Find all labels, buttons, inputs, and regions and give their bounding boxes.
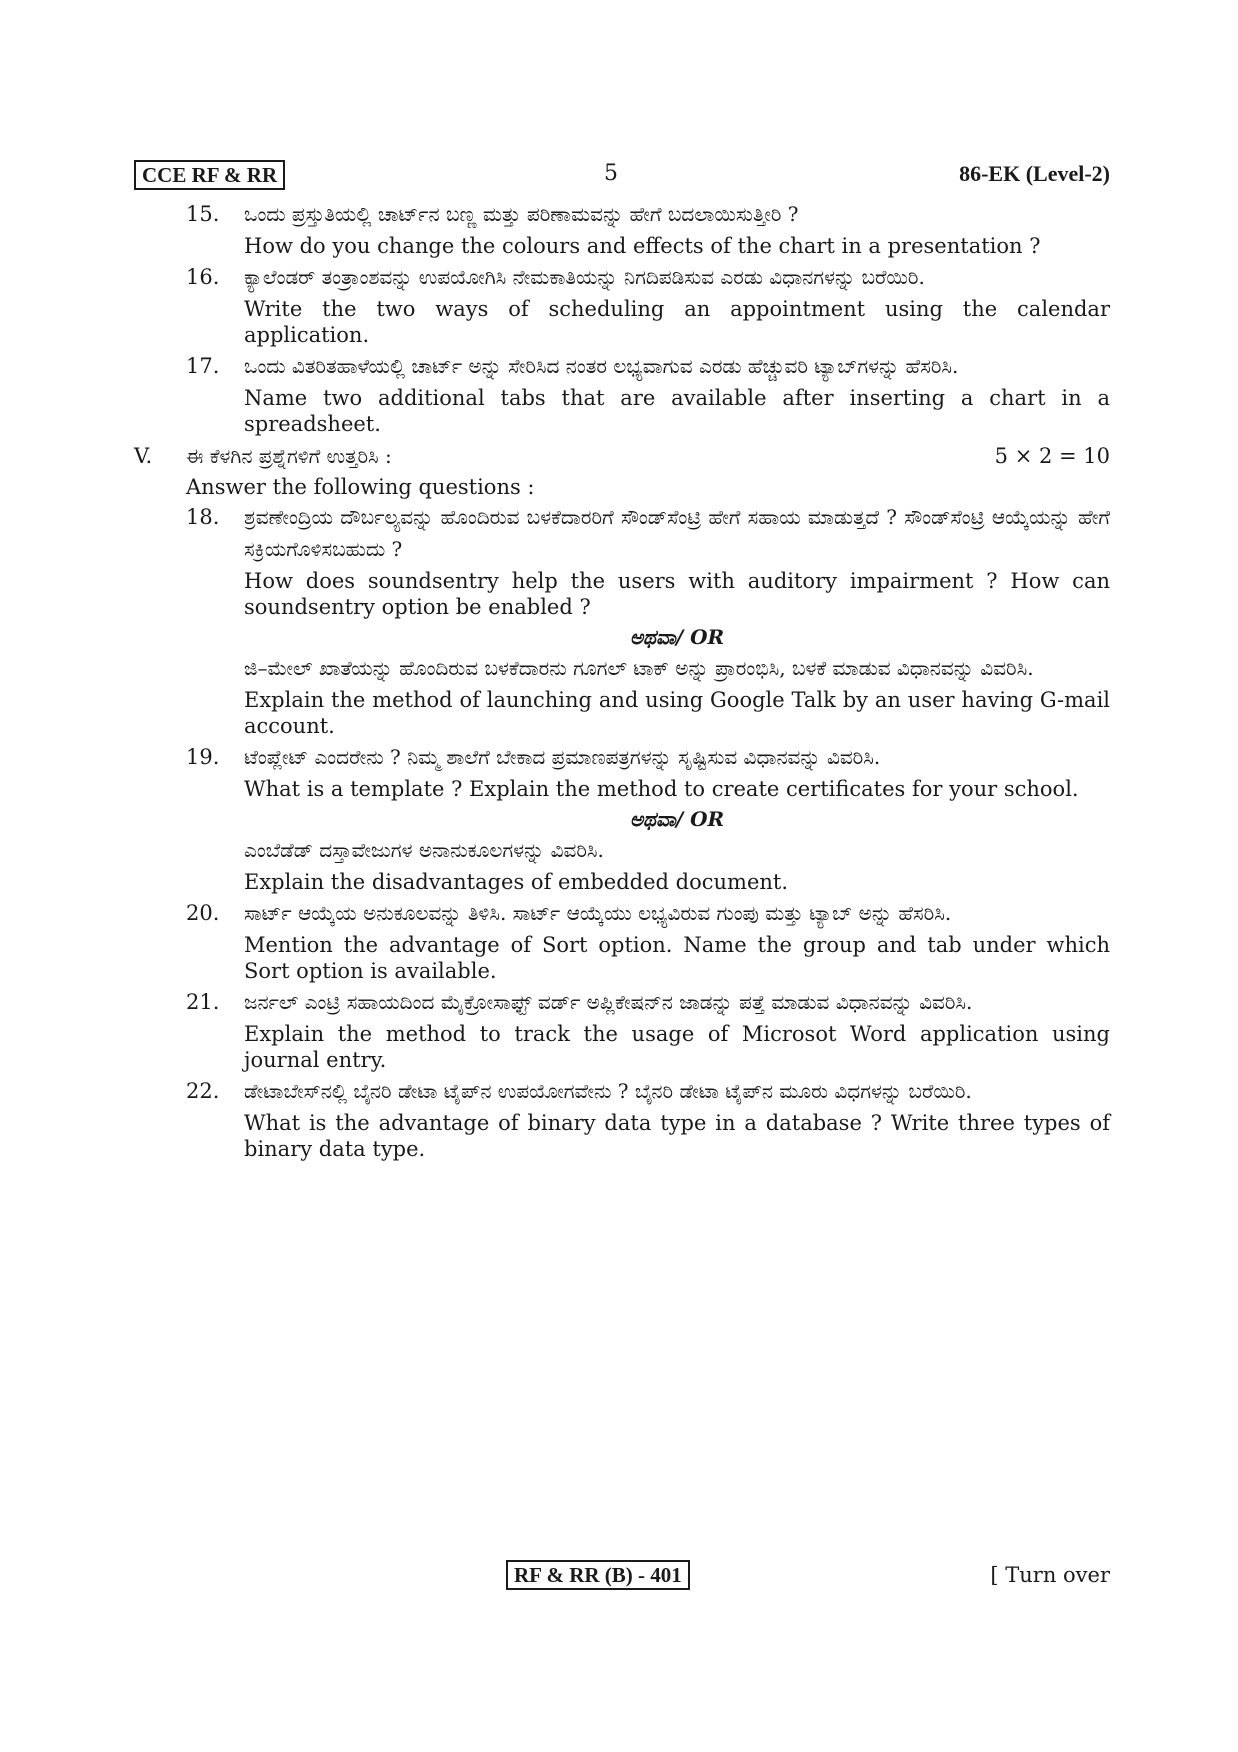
question-text-kannada: ಶ್ರವಣೇಂದ್ರಿಯ ದೌರ್ಬಲ್ಯವನ್ನು ಹೊಂದಿರುವ ಬಳಕೆದಾರರಿಗೆ ಸೌಂಡ್‌ಸೆಂಟ್ರಿ ಹೇಗೆ ಸಹಾಯ ಮಾಡುತ್ತದೆ ? ಸೌಂಡ್‌ಸೆಂಟ್ರಿ ಆಯ್ಕೆಯನ್ನು ಹೇಗೆ ಸಕ್ರಿಯಗೊಳಿಸಬಹುದು ? [244, 505, 1110, 561]
question-21 [134, 986, 1110, 1073]
question-text-english: What is a template ? Explain the method to create certificates for your school. [244, 777, 1079, 801]
question-number: 16. [186, 265, 220, 289]
exam-code-box: CCE RF & RR [134, 160, 285, 190]
question-text-kannada: ಡೇಟಾಬೇಸ್‌ನಲ್ಲಿ ಬೈನರಿ ಡೇಟಾ ಟೈಪ್‌ನ ಉಪಯೋಗವೇನು ? ಬೈನರಿ ಡೇಟಾ ಟೈಪ್‌ನ ಮೂರು ವಿಧಗಳನ್ನು ಬರೆಯಿರಿ. [244, 1079, 972, 1103]
or-separator: ಅಥವಾ/ OR [629, 807, 725, 831]
section-marks: 5 × 2 = 10 [994, 444, 1110, 468]
question-number: 18. [186, 505, 220, 529]
paper-code: 86-EK (Level-2) [959, 161, 1110, 186]
question-text-english: What is the advantage of binary data type in a database ? Write three types of binary data type. [244, 1111, 1110, 1161]
question-18-alternative [134, 652, 1110, 739]
question-text-kannada: ಜಿ–ಮೇಲ್ ಖಾತೆಯನ್ನು ಹೊಂದಿರುವ ಬಳಕೆದಾರನು ಗೂಗಲ್ ಟಾಕ್ ಅನ್ನು ಪ್ರಾರಂಭಿಸಿ, ಬಳಕೆ ಮಾಡುವ ವಿಧಾನವನ್ನು ವಿವರಿಸಿ. [244, 656, 1034, 680]
section-numeral: V. [134, 444, 153, 468]
section-v-heading [134, 439, 1110, 473]
page-header [134, 160, 1110, 190]
question-text-kannada: ಎಂಬೆಡೆಡ್ ದಸ್ತಾವೇಜುಗಳ ಅನಾನುಕೂಲಗಳನ್ನು ವಿವರಿಸಿ. [244, 838, 604, 862]
page-footer [134, 1560, 1110, 1592]
question-text-kannada: ಒಂದು ಪ್ರಸ್ತುತಿಯಲ್ಲಿ ಚಾರ್ಟ್‌ನ ಬಣ್ಣ ಮತ್ತು ಪರಿಣಾಮವನ್ನು ಹೇಗೆ ಬದಲಾಯಿಸುತ್ತೀರಿ ? [244, 202, 799, 226]
turn-over-note: [ Turn over [990, 1563, 1110, 1587]
question-number: 20. [186, 901, 220, 925]
question-18 [134, 501, 1110, 620]
question-19-alternative [134, 834, 1110, 895]
question-number: 19. [186, 745, 220, 769]
question-text-english: How do you change the colours and effects of the chart in a presentation ? [244, 234, 1041, 258]
question-17 [134, 350, 1110, 437]
question-number: 15. [186, 202, 220, 226]
question-19 [134, 741, 1110, 802]
question-text-kannada: ಟೆಂಪ್ಲೇಟ್ ಎಂದರೇನು ? ನಿಮ್ಮ ಶಾಲೆಗೆ ಬೇಕಾದ ಪ್ರಮಾಣಪತ್ರಗಳನ್ನು ಸೃಷ್ಟಿಸುವ ವಿಧಾನವನ್ನು ವಿವರಿಸಿ. [244, 745, 881, 769]
question-text-english: Explain the method to track the usage of Microsot Word application using journal entry. [244, 1022, 1110, 1072]
question-15 [134, 198, 1110, 259]
or-separator: ಅಥವಾ/ OR [629, 625, 725, 649]
question-text-english: Mention the advantage of Sort option. Name the group and tab under which Sort option is available. [244, 933, 1110, 983]
question-content [134, 198, 1110, 1164]
question-number: 17. [186, 354, 220, 378]
section-title-english: Answer the following questions : [186, 475, 535, 499]
question-text-kannada: ಸಾರ್ಟ್ ಆಯ್ಕೆಯ ಅನುಕೂಲವನ್ನು ತಿಳಿಸಿ. ಸಾರ್ಟ್ ಆಯ್ಕೆಯು ಲಭ್ಯವಿರುವ ಗುಂಪು ಮತ್ತು ಟ್ಯಾಬ್ ಅನ್ನು ಹೆಸರಿಸಿ. [244, 901, 952, 925]
question-text-english: Name two additional tabs that are available after inserting a chart in a spreadsheet. [244, 386, 1110, 436]
question-text-english: Explain the disadvantages of embedded document. [244, 870, 789, 894]
question-number: 22. [186, 1079, 220, 1103]
question-text-english: How does soundsentry help the users with auditory impairment ? How can soundsentry option be enabled ? [244, 569, 1110, 619]
question-text-kannada: ಜರ್ನಲ್ ಎಂಟ್ರಿ ಸಹಾಯದಿಂದ ಮೈಕ್ರೋಸಾಫ್ಟ್ ವರ್ಡ್ ಅಪ್ಲಿಕೇಷನ್‌ನ ಜಾಡನ್ನು ಪತ್ತೆ ಮಾಡುವ ವಿಧಾನವನ್ನು ವಿವರಿಸಿ. [244, 990, 973, 1014]
question-text-english: Write the two ways of scheduling an appointment using the calendar application. [244, 297, 1110, 347]
question-text-kannada: ಕ್ಯಾಲೆಂಡರ್ ತಂತ್ರಾಂಶವನ್ನು ಉಪಯೋಗಿಸಿ ನೇಮಕಾತಿಯನ್ನು ನಿಗದಿಪಡಿಸುವ ಎರಡು ವಿಧಾನಗಳನ್ನು ಬರೆಯಿರಿ. [244, 265, 925, 289]
question-number: 21. [186, 990, 220, 1014]
paper-code-box: RF & RR (B) - 401 [506, 1560, 690, 1590]
question-16 [134, 261, 1110, 348]
section-title-kannada: ಈ ಕೆಳಗಿನ ಪ್ರಶ್ನೆಗಳಿಗೆ ಉತ್ತರಿಸಿ : [186, 444, 392, 468]
question-22 [134, 1075, 1110, 1162]
page-number: 5 [604, 161, 618, 186]
question-text-english: Explain the method of launching and using Google Talk by an user having G-mail account. [244, 688, 1110, 738]
question-text-kannada: ಒಂದು ವಿತರಿತಹಾಳೆಯಲ್ಲಿ ಚಾರ್ಟ್ ಅನ್ನು ಸೇರಿಸಿದ ನಂತರ ಲಭ್ಯವಾಗುವ ಎರಡು ಹೆಚ್ಚುವರಿ ಟ್ಯಾಬ್‌ಗಳನ್ನು ಹೆಸರಿಸಿ. [244, 354, 959, 378]
question-20 [134, 897, 1110, 984]
